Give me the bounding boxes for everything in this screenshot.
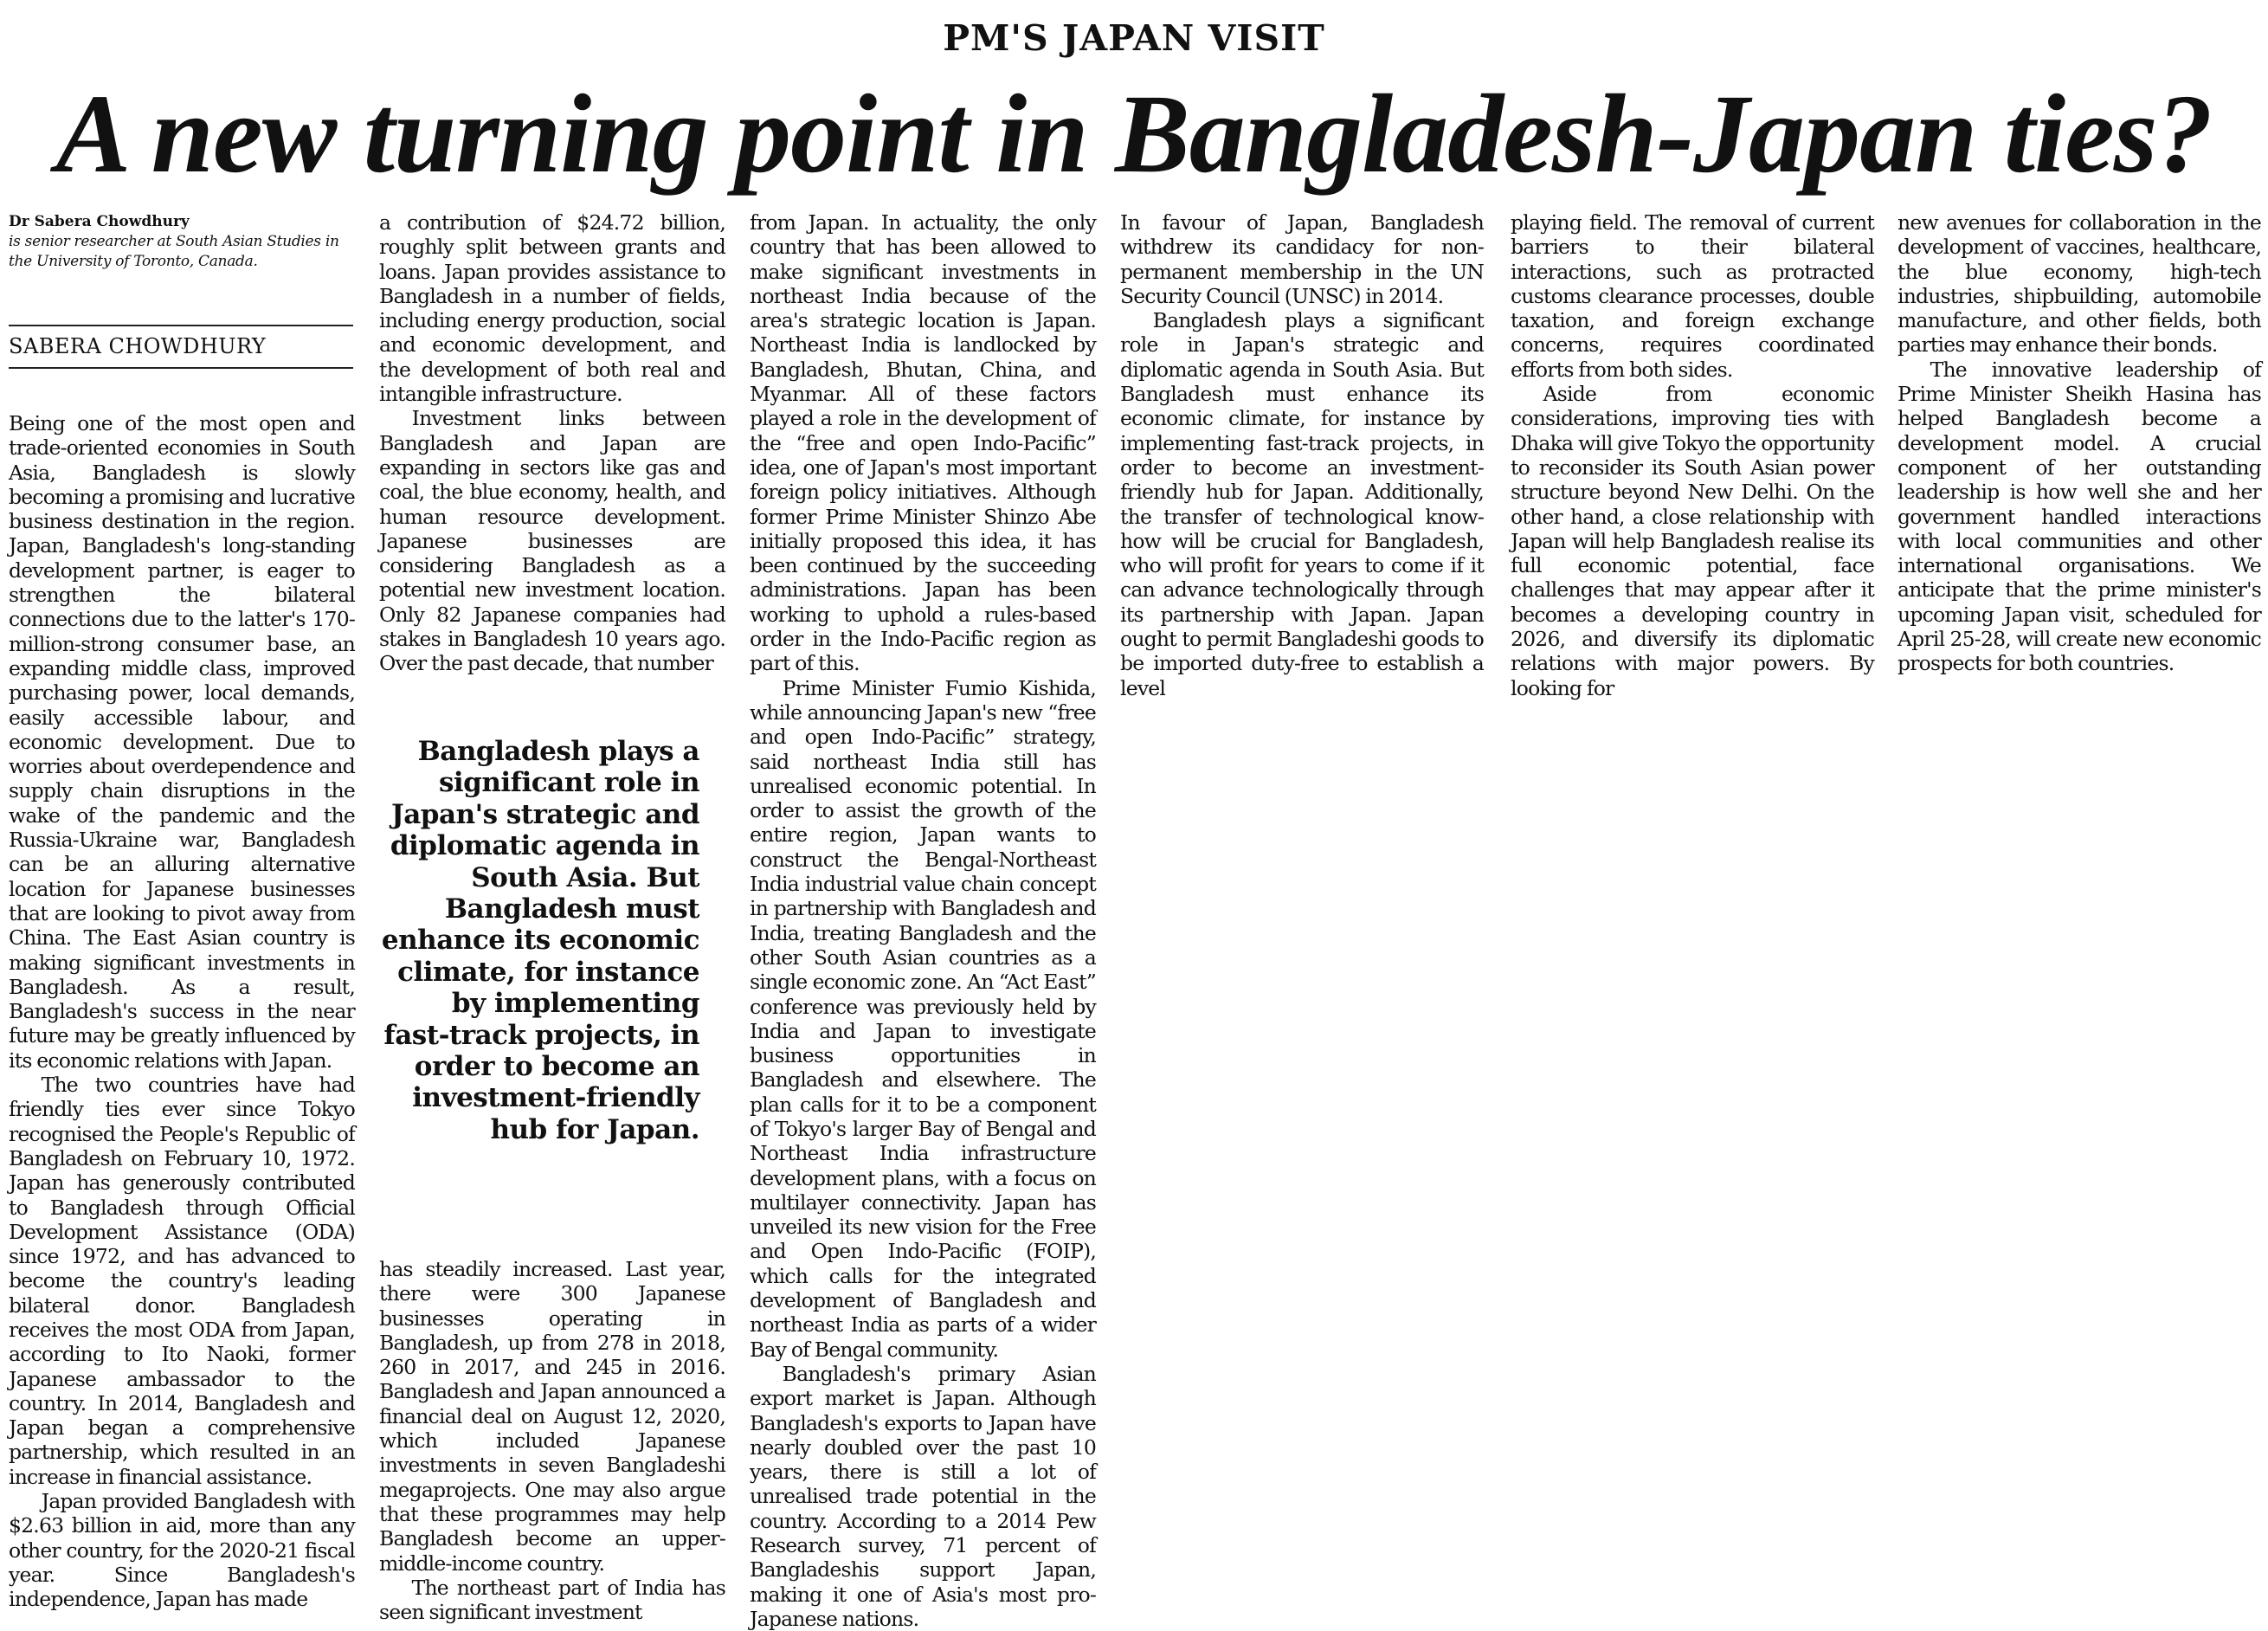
article-paragraph: The northeast part of India has seen significant investment — [379, 1575, 725, 1625]
article-paragraph: Bangladesh plays a significant role in Japan's strategic and diplomatic agenda in South Asia. But Bangladesh must enhance its economic climate, for instance by implementing fast-track projects, in order to become an investment-friendly hub for Japan. Additionally, the transfer of technological know-how will be crucial for Bangladesh, who will profit for years to come if it can advance technologically through its partnership with Japan. Japan ought to permit Bangladeshi goods to be imported duty-free to establish a level — [1120, 308, 1484, 700]
article-paragraph: In favour of Japan, Bangladesh withdrew its candidacy for non-permanent membership in the UN Security Council (UNSC) in 2014. — [1120, 210, 1484, 308]
byline-rule-top — [9, 325, 353, 326]
article-headline: A new turning point in Bangladesh-Japan ties? — [55, 72, 2213, 197]
article-paragraph: has steadily increased. Last year, there were 300 Japanese businesses operating in Bangladesh, up from 278 in 2018, 260 in 2017, and 245 in 2016. Bangladesh and Japan announced a financial deal on August 12, 2020, which included Japanese investments in seven Bangladeshi megaprojects. One may also argue that these programmes may help Bangladesh become an upper-middle-income country. — [379, 1257, 725, 1576]
article-paragraph: playing field. The removal of current barriers to their bilateral interactions, such as protracted customs clearance processes, double taxation, and foreign exchange concerns, requires coordinated efforts from both sides. — [1511, 210, 1874, 382]
article-column-3 — [750, 210, 1096, 1631]
article-paragraph: a contribution of $24.72 billion, roughly split between grants and loans. Japan provides assistance to Bangladesh in a number of fields, including energy production, social and economic development, and the development of both real and intangible infrastructure. — [379, 210, 725, 407]
article-paragraph: Japan provided Bangladesh with $2.63 billion in aid, more than any other country, for the 2020-21 fiscal year. Since Bangladesh's independence, Japan has made — [9, 1489, 355, 1612]
byline-rule-bottom — [9, 367, 353, 369]
article-paragraph: Investment links between Bangladesh and Japan are expanding in sectors like gas and coal, the blue economy, health, and human resource development. Japanese businesses are considering Bangladesh as a potential new investment location. Only 82 Japanese companies had stakes in Bangladesh 10 years ago. Over the past decade, that number — [379, 406, 725, 676]
author-bio-name: Dr Sabera Chowdhury — [9, 213, 190, 230]
section-kicker: PM'S JAPAN VISIT — [943, 17, 1325, 59]
article-column-6 — [1898, 210, 2261, 695]
article-paragraph: from Japan. In actuality, the only country that has been allowed to make significant investments in northeast India because of the area's strategic location is Japan. Northeast India is landlocked by Bangladesh, Bhutan, China, and Myanmar. All of these factors played a role in the development of the “free and open Indo-Pacific” idea, one of Japan's most important foreign policy initiatives. Although former Prime Minister Shinzo Abe initially proposed this idea, it has been continued by the succeeding administrations. Japan has been working to uphold a rules-based order in the Indo-Pacific region as part of this. — [750, 210, 1096, 676]
article-paragraph: Being one of the most open and trade-oriented economies in South Asia, Bangladesh is slowly becoming a promising and lucrative business destination in the region. Japan, Bangladesh's long-standing development partner, is eager to strengthen the bilateral connections due to the latter's 170-million-strong consumer base, an expanding middle class, improved purchasing power, local demands, easily accessible labour, and economic development. Due to worries about overdependence and supply chain disruptions in the wake of the pandemic and the Russia-Ukraine war, Bangladesh can be an alluring alternative location for Japanese businesses that are looking to pivot away from China. The East Asian country is making significant investments in Bangladesh. As a result, Bangladesh's success in the near future may be greatly influenced by its economic relations with Japan. — [9, 411, 355, 1073]
article-paragraph: The innovative leadership of Prime Minister Sheikh Hasina has helped Bangladesh become a development model. A crucial component of her outstanding leadership is how well she and her government handled interactions with local communities and other international organisations. We anticipate that the prime minister's upcoming Japan visit, scheduled for April 25-28, will create new economic prospects for both countries. — [1898, 357, 2261, 676]
article-column-2-top — [379, 210, 725, 678]
article-column-2-bottom — [379, 1257, 725, 1625]
article-paragraph: Prime Minister Fumio Kishida, while announcing Japan's new “free and open Indo-Pacific” strategy, said northeast India still has unrealised economic potential. In order to assist the growth of the entire region, Japan wants to construct the Bengal-Northeast India industrial value chain concept in partnership with Bangladesh and India, treating Bangladesh and the other South Asian countries as a single economic zone. An “Act East” conference was previously held by India and Japan to investigate business opportunities in Bangladesh and elsewhere. The plan calls for it to be a component of Tokyo's larger Bay of Bengal and Northeast India infrastructure development plans, with a focus on multilayer connectivity. Japan has unveiled its new vision for the Free and Open Indo-Pacific (FOIP), which calls for the integrated development of Bangladesh and northeast India as parts of a wider Bay of Bengal community. — [750, 675, 1096, 1362]
article-column-5 — [1511, 210, 1874, 700]
article-paragraph: The two countries have had friendly ties ever since Tokyo recognised the People's Republic of Bangladesh on February 10, 1972. Japan has generously contributed to Bangladesh through Official Development Assistance (ODA) since 1972, and has advanced to become the country's leading bilateral donor. Bangladesh receives the most ODA from Japan, according to Ito Naoki, former Japanese ambassador to the country. In 2014, Bangladesh and Japan began a comprehensive partnership, which resulted in an increase in financial assistance. — [9, 1073, 355, 1489]
pull-quote: Bangladesh plays a significant role in Japan's strategic and diplomatic agenda in South Asia. But Bangladesh must enhance its economic climate, for instance by implementing fast-track projects, in order to become an investment-friendly hub for Japan. — [381, 736, 699, 1145]
author-bio-block — [9, 213, 355, 272]
author-bio-text: is senior researcher at South Asian Studies in the University of Toronto, Canada. — [9, 233, 339, 270]
article-paragraph: Aside from economic considerations, improving ties with Dhaka will give Tokyo the opportunity to reconsider its South Asian power structure beyond New Delhi. On the other hand, a close relationship with Japan will help Bangladesh realise its full economic potential, face challenges that may appear after it becomes a developing country in 2026, and diversify its diplomatic relations with major powers. By looking for — [1511, 382, 1874, 700]
article-column-1 — [9, 411, 355, 1610]
author-name-caps: SABERA CHOWDHURY — [9, 334, 267, 358]
article-paragraph: Bangladesh's primary Asian export market is Japan. Although Bangladesh's exports to Japan have nearly doubled over the past 10 years, there is still a lot of unrealised trade potential in the country. According to a 2014 Pew Research survey, 71 percent of Bangladeshis support Japan, making it one of Asia's most pro-Japanese nations. — [750, 1361, 1096, 1631]
article-paragraph: new avenues for collaboration in the development of vaccines, healthcare, the blue economy, high-tech industries, shipbuilding, automobile manufacture, and other fields, both parties may enhance their bonds. — [1898, 210, 2261, 358]
article-column-4 — [1120, 210, 1484, 700]
